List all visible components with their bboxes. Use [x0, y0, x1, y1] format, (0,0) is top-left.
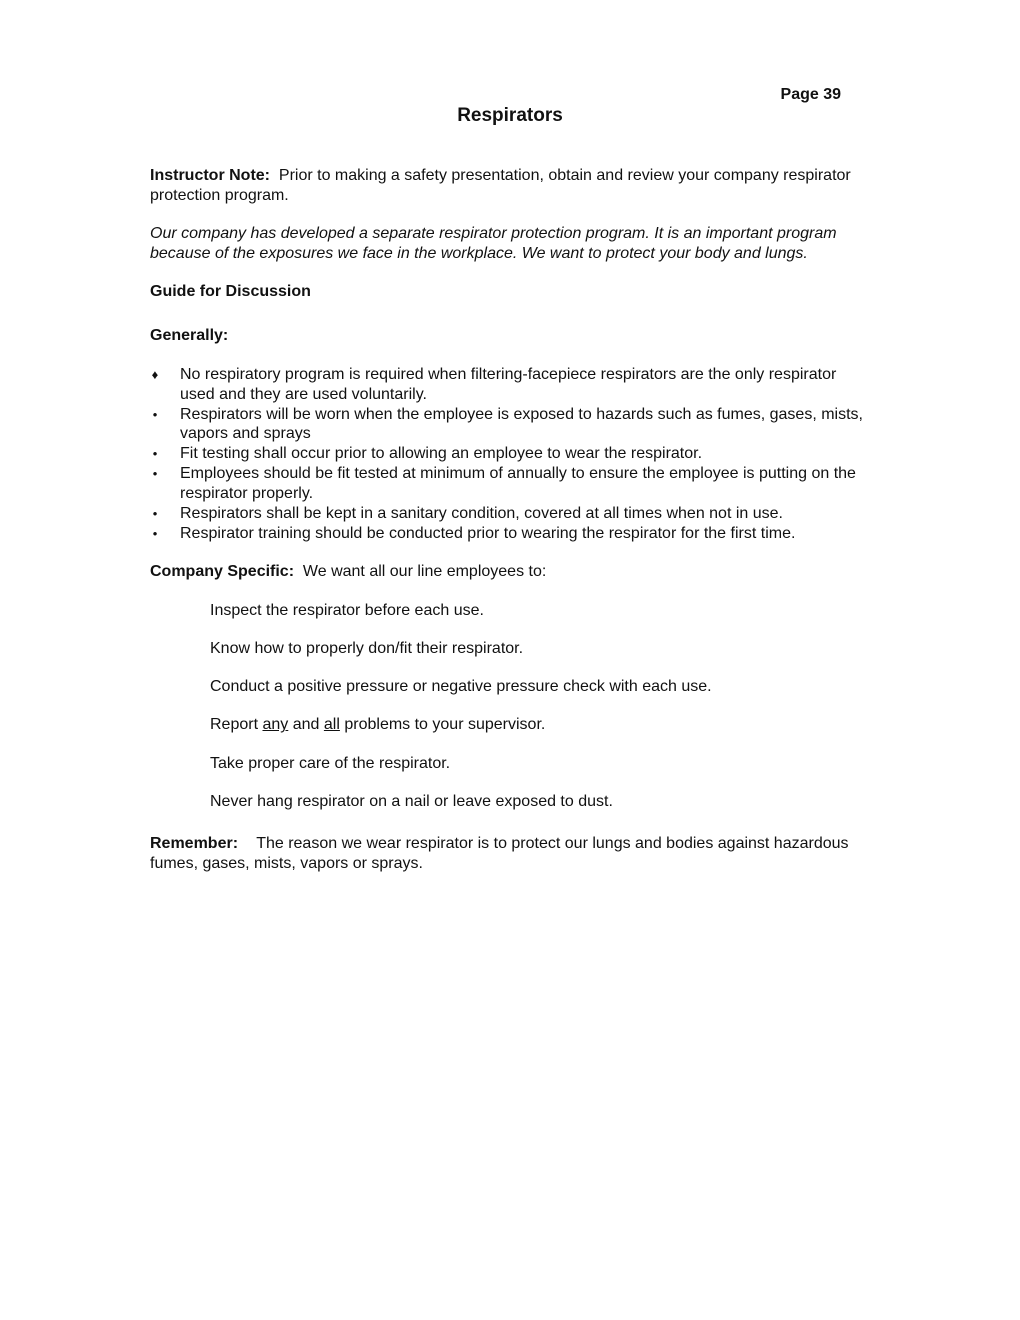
remember-text: The reason we wear respirator is to protect our lungs and bodies against hazardous fumes, gases, mists, vapors or sprays. [150, 835, 849, 872]
action-item-pressure-check: Conduct a positive pressure or negative pressure check with each use. [210, 678, 712, 696]
page-number: Page 39 [780, 86, 841, 103]
instructor-note-text: Prior to making a safety presentation, obtain and review your company respirator protection program. [150, 167, 851, 204]
page-title: Respirators [457, 105, 563, 126]
company-specific [150, 562, 872, 582]
diamond-bullet-icon: ♦ [151, 367, 159, 382]
remember-label: Remember: [150, 835, 239, 853]
list-item-text: No respiratory program is required when filtering-facepiece respirators are the only respirator used and they are used voluntarily. [180, 366, 837, 403]
report-text-post: problems to your supervisor. [344, 716, 546, 734]
action-item-never-hang: Never hang respirator on a nail or leave exposed to dust. [210, 792, 613, 810]
list-item [150, 464, 872, 503]
action-item-report [210, 715, 872, 735]
list-item [150, 524, 872, 544]
action-item-inspect: Inspect the respirator before each use. [210, 601, 484, 619]
instructor-note-label: Instructor Note: [150, 167, 270, 184]
list-item [150, 405, 872, 444]
company-statement: Our company has developed a separate respirator protection program. It is an important program because of the exposures we face in the workplace. We want to protect your body and lungs. [150, 225, 837, 262]
dot-bullet-icon: • [152, 406, 158, 422]
list-item-text: Respirators shall be kept in a sanitary condition, covered at all times when not in use. [180, 504, 783, 522]
company-specific-label: Company Specific: [150, 563, 295, 580]
list-item [150, 365, 872, 404]
list-item [150, 444, 872, 464]
list-item-text: Respirators will be worn when the employee is exposed to hazards such as fumes, gases, mists, vapors and sprays [180, 405, 863, 442]
generally-heading: Generally: [150, 326, 229, 344]
bullet-list [150, 365, 872, 543]
list-item [150, 504, 872, 524]
report-text-and: and [292, 716, 320, 734]
list-item-text: Respirator training should be conducted prior to wearing the respirator for the first time. [180, 524, 796, 542]
dot-bullet-icon: • [152, 505, 158, 521]
dot-bullet-icon: • [152, 466, 158, 481]
list-item-text: Employees should be fit tested at minimum of annually to ensure the employee is putting on the respirator properly. [180, 465, 856, 502]
document-body [150, 166, 872, 873]
report-text-all: all [323, 716, 340, 734]
report-text-pre: Report [210, 716, 259, 734]
action-item-don-fit: Know how to properly don/fit their respirator. [210, 639, 524, 657]
report-text-any: any [262, 716, 289, 734]
guide-heading: Guide for Discussion [150, 283, 311, 300]
list-item-text: Fit testing shall occur prior to allowing an employee to wear the respirator. [180, 445, 703, 462]
instructor-note [150, 166, 872, 205]
dot-bullet-icon: • [152, 525, 158, 541]
action-list [150, 601, 872, 812]
remember-note [150, 834, 872, 873]
action-item-care: Take proper care of the respirator. [210, 754, 451, 772]
company-specific-text: We want all our line employees to: [302, 563, 547, 580]
dot-bullet-icon: • [152, 446, 158, 461]
